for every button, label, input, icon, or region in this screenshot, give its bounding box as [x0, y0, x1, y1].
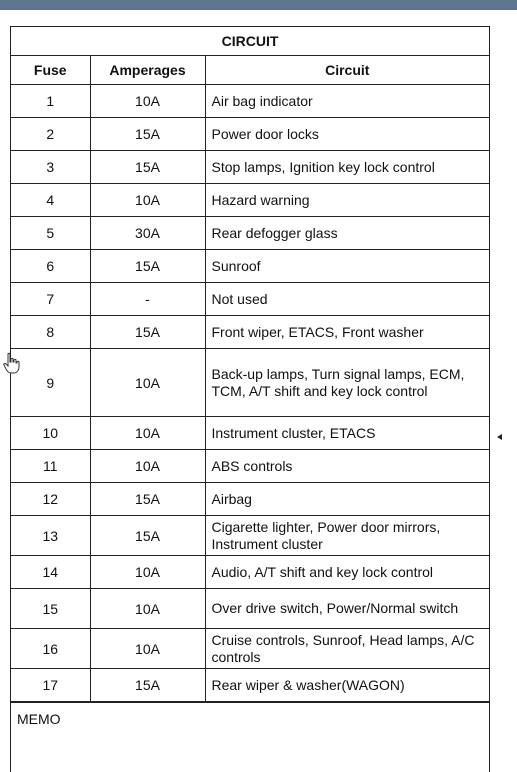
fuse-cell: 15 [11, 589, 90, 629]
fuse-cell: 4 [11, 184, 90, 217]
fuse-cell: 5 [11, 217, 90, 250]
fuse-cell: 16 [11, 629, 90, 669]
circuit-cell: Audio, A/T shift and key lock control [205, 556, 489, 589]
fuse-cell: 9 [11, 349, 90, 417]
circuit-cell: Air bag indicator [205, 85, 489, 118]
circuit-cell: Sunroof [205, 250, 489, 283]
amperage-cell: 15A [90, 483, 205, 516]
table-row [11, 417, 489, 450]
circuit-cell: Power door locks [205, 118, 489, 151]
fuse-cell: 1 [11, 85, 90, 118]
circuit-cell: Front wiper, ETACS, Front washer [205, 316, 489, 349]
table-header-row [11, 56, 489, 85]
table-row [11, 283, 489, 316]
table-row [11, 450, 489, 483]
table-title: CIRCUIT [11, 27, 489, 56]
fuse-cell: 3 [11, 151, 90, 184]
table-row [11, 589, 489, 629]
fuse-cell: 11 [11, 450, 90, 483]
small-arrow-icon [497, 434, 503, 440]
memo-label: MEMO [17, 711, 61, 727]
table-row [11, 85, 489, 118]
table-row [11, 250, 489, 283]
fuse-cell: 8 [11, 316, 90, 349]
table-row [11, 556, 489, 589]
circuit-cell: ABS controls [205, 450, 489, 483]
fuse-cell: 2 [11, 118, 90, 151]
amperage-cell: 15A [90, 250, 205, 283]
circuit-cell: Hazard warning [205, 184, 489, 217]
table-row [11, 316, 489, 349]
circuit-cell: Back-up lamps, Turn signal lamps, ECM, TCM, A/T shift and key lock control [205, 349, 489, 417]
fuse-cell: 12 [11, 483, 90, 516]
amperage-cell: 10A [90, 629, 205, 669]
table-body [11, 85, 489, 702]
fuse-cell: 10 [11, 417, 90, 450]
fuse-document [10, 26, 490, 772]
fuse-cell: 17 [11, 669, 90, 702]
hand-pointer-icon [2, 352, 20, 374]
circuit-cell: Stop lamps, Ignition key lock control [205, 151, 489, 184]
header-circuit: Circuit [205, 56, 489, 85]
header-amperages: Amperages [90, 56, 205, 85]
table-row [11, 217, 489, 250]
table-row [11, 118, 489, 151]
window-top-bar [0, 0, 517, 10]
amperage-cell: 10A [90, 417, 205, 450]
amperage-cell: 15A [90, 316, 205, 349]
amperage-cell: 30A [90, 217, 205, 250]
amperage-cell: 15A [90, 516, 205, 556]
table-row [11, 349, 489, 417]
fuse-cell: 14 [11, 556, 90, 589]
memo-section [11, 702, 489, 772]
table-row [11, 151, 489, 184]
amperage-cell: 15A [90, 669, 205, 702]
table-row [11, 669, 489, 702]
circuit-cell: Rear wiper & washer(WAGON) [205, 669, 489, 702]
fuse-cell: 13 [11, 516, 90, 556]
header-fuse: Fuse [11, 56, 90, 85]
circuit-cell: Instrument cluster, ETACS [205, 417, 489, 450]
amperage-cell: 10A [90, 85, 205, 118]
amperage-cell: 15A [90, 151, 205, 184]
table-row [11, 629, 489, 669]
fuse-cell: 6 [11, 250, 90, 283]
circuit-cell: Over drive switch, Power/Normal switch [205, 589, 489, 629]
table-row [11, 184, 489, 217]
amperage-cell: - [90, 283, 205, 316]
circuit-cell: Not used [205, 283, 489, 316]
amperage-cell: 15A [90, 118, 205, 151]
amperage-cell: 10A [90, 184, 205, 217]
fuse-cell: 7 [11, 283, 90, 316]
fuse-table [11, 27, 489, 702]
circuit-cell: Rear defogger glass [205, 217, 489, 250]
circuit-cell: Airbag [205, 483, 489, 516]
amperage-cell: 10A [90, 349, 205, 417]
table-row [11, 483, 489, 516]
amperage-cell: 10A [90, 589, 205, 629]
circuit-cell: Cruise controls, Sunroof, Head lamps, A/C controls [205, 629, 489, 669]
table-row [11, 516, 489, 556]
circuit-cell: Cigarette lighter, Power door mirrors, Instrument cluster [205, 516, 489, 556]
amperage-cell: 10A [90, 556, 205, 589]
amperage-cell: 10A [90, 450, 205, 483]
